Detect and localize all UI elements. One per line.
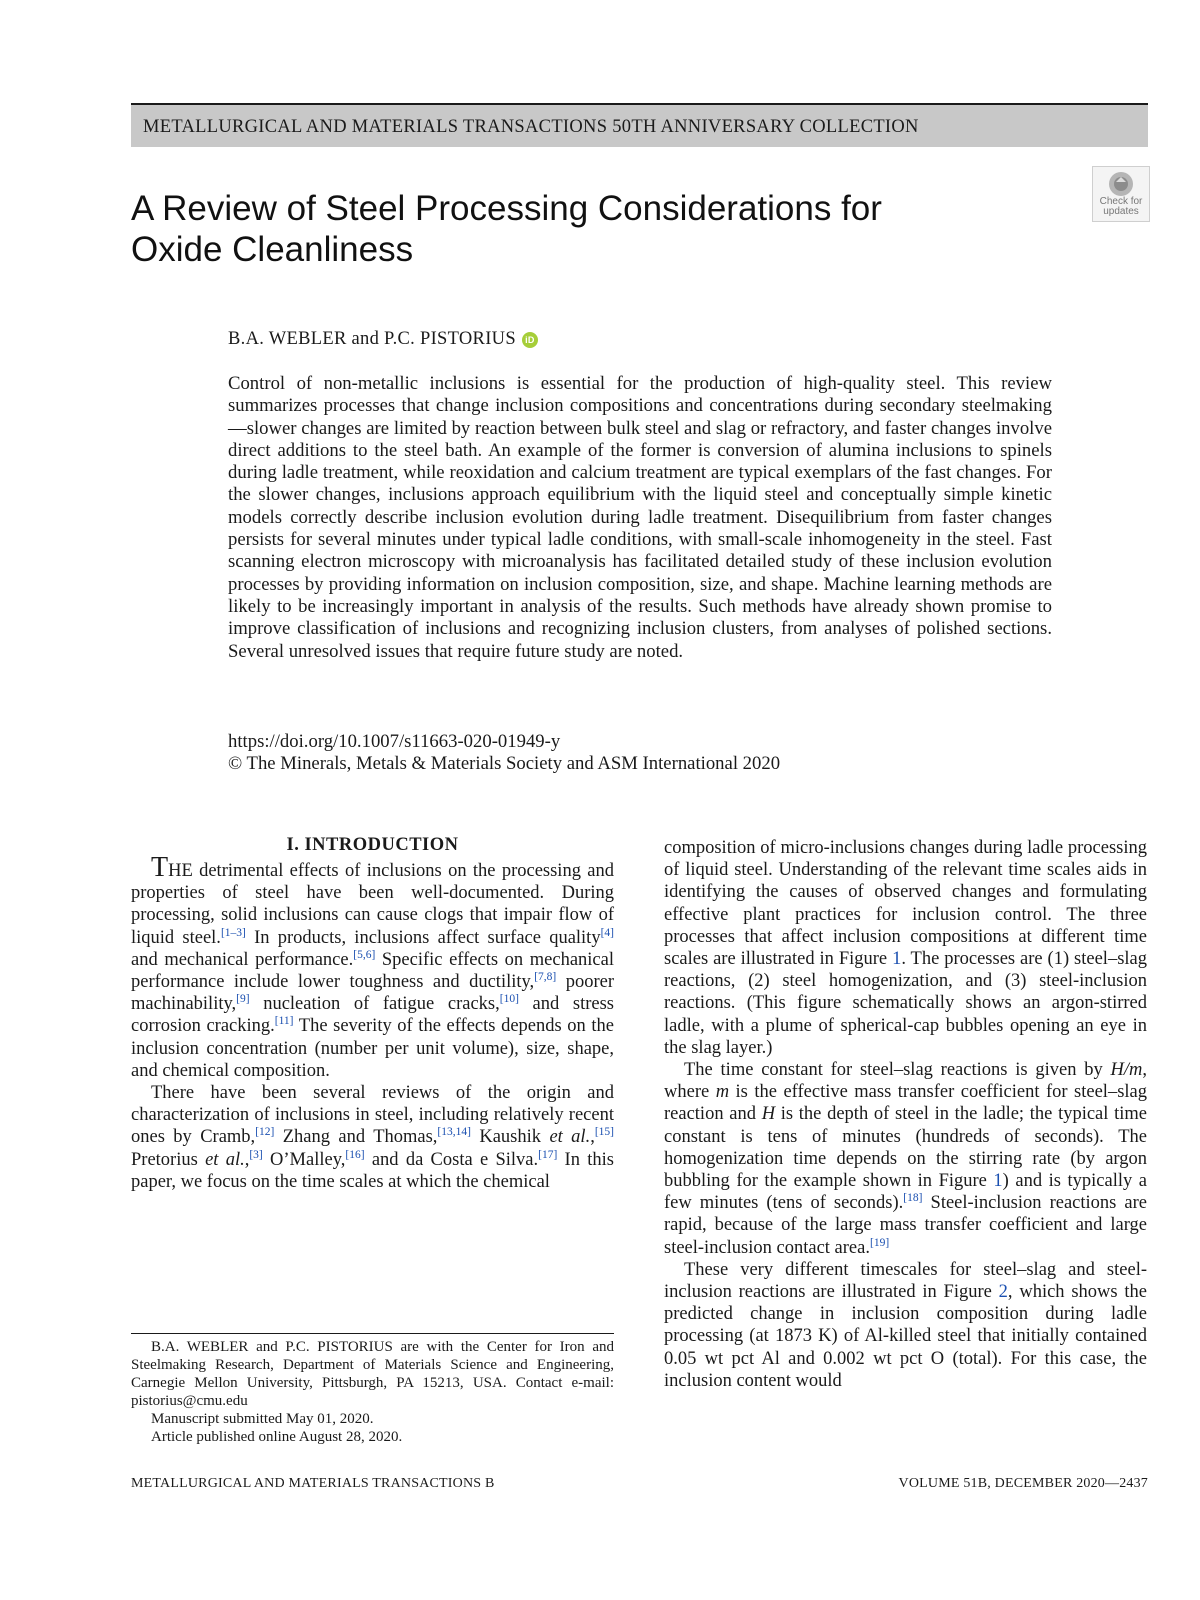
citation[interactable]: [16] — [345, 1148, 365, 1161]
text-run: and mechanical performance. — [131, 949, 354, 970]
citation[interactable]: [17] — [538, 1148, 558, 1161]
footer-journal-name: METALLURGICAL AND MATERIALS TRANSACTIONS B — [131, 1476, 495, 1491]
crossmark-icon — [1108, 171, 1134, 197]
text-run: et al. — [205, 1149, 245, 1170]
text-run: In this paper, we focus on the time scales at which the chemical — [131, 1149, 614, 1192]
author-footnote — [131, 1338, 614, 1446]
intro-paragraph-2 — [131, 1082, 614, 1193]
citation[interactable]: [12] — [255, 1126, 275, 1139]
text-run: O’Malley, — [262, 1149, 346, 1170]
text-run: Zhang and Thomas, — [274, 1127, 438, 1148]
citation[interactable]: [15] — [594, 1126, 614, 1139]
text-run: is the depth of steel in the ladle; the typical time constant is tens of minutes (hundreds of seconds). The homogenization time depends on the stirring rate (by argon bubbling for the example shown in Figure — [664, 1104, 1147, 1192]
text-run: Kaushik — [470, 1127, 550, 1148]
figure-link[interactable]: 1 — [892, 949, 902, 970]
citation[interactable]: [7,8] — [534, 970, 557, 983]
abstract: Control of non-metallic inclusions is essential for the production of high-quality steel. This review summarizes processes that change inclusion compositions and concentrations during secondary steelmaking—slower changes are limited by reaction between bulk steel and slag or refractory, and faster changes involve direct additions to the steel bath. An example of the former is conversion of alumina inclusions to spinels during ladle treatment, while reoxidation and calcium treatment are typical exemplars of the fast changes. For the slower changes, inclusions approach equilibrium with the liquid steel and conceptually simple kinetic models correctly describe inclusion evolution during ladle treatment. Disequilibrium from faster changes persists for several minutes under typical ladle conditions, with small-scale inhomogeneity in the steel. Fast scanning electron microscopy with microanalysis has facilitated detailed study of these inclusion evolution processes by providing information on inclusion composition, size, and shape. Machine learning methods are likely to be increasingly important in analysis of the results. Such methods have already shown promise to improve classification of inclusions and recognizing inclusion clusters, from analyses of polished sections. Several unresolved issues that require future study are noted. — [228, 373, 1052, 662]
citation[interactable]: [5,6] — [353, 948, 376, 961]
footer-volume-page: VOLUME 51B, DECEMBER 2020—2437 — [898, 1476, 1148, 1491]
text-run: nucleation of fatigue cracks, — [249, 994, 500, 1015]
figure-link[interactable]: 2 — [998, 1282, 1008, 1303]
text-run: and stress corrosion cracking. — [131, 994, 614, 1037]
drop-cap: T — [151, 852, 169, 883]
intro-paragraph-1 — [131, 852, 614, 1082]
citation[interactable]: [13,14] — [437, 1126, 471, 1139]
citation[interactable]: [19] — [869, 1236, 890, 1249]
journal-banner — [131, 103, 1148, 147]
citation[interactable]: [11] — [274, 1015, 294, 1028]
text-run: ) and is typically a few minutes (tens of seconds). — [664, 1171, 1147, 1214]
text-run: , — [590, 1127, 595, 1148]
text-run: In products, inclusions affect surface quality — [245, 927, 601, 948]
citation[interactable]: [9] — [236, 993, 250, 1006]
copyright-notice: © The Minerals, Metals & Materials Society and ASM International 2020 — [228, 753, 781, 774]
published-date: Article published online August 28, 2020. — [151, 1429, 403, 1445]
left-column — [131, 852, 614, 1193]
orcid-icon[interactable]: iD — [522, 332, 538, 348]
citation[interactable]: [18] — [903, 1192, 923, 1205]
text-run: poorer machinability, — [131, 972, 614, 1015]
figure-link[interactable]: 1 — [993, 1171, 1003, 1192]
section-heading-introduction: I. INTRODUCTION — [286, 835, 459, 855]
right-paragraph-3 — [664, 1259, 1147, 1392]
submitted-date: Manuscript submitted May 01, 2020. — [151, 1411, 374, 1427]
text-run: and da Costa e Silva. — [364, 1149, 539, 1170]
text-run: There have been several reviews of the origin and characterization of inclusions in steel, including relatively recent ones by Cramb, — [131, 1083, 614, 1148]
doi-link[interactable]: https://doi.org/10.1007/s11663-020-01949-y — [228, 731, 561, 752]
text-run: Pretorius — [131, 1149, 206, 1170]
citation[interactable]: [4] — [600, 926, 614, 939]
text-run: is the effective mass transfer coefficient for steel–slag reaction and — [664, 1082, 1147, 1125]
math-term: m — [715, 1082, 730, 1103]
citation[interactable]: [1–3] — [220, 926, 246, 939]
author-names: B.A. WEBLER and P.C. PISTORIUS — [228, 329, 516, 349]
affiliation-note: B.A. WEBLER and P.C. PISTORIUS are with the Center for Iron and Steelmaking Research, Department of Materials Science and Engineering, Carnegie Mellon University, Pittsburgh, PA 15213, USA. Contact e-mail: pistorius@cmu.edu — [131, 1339, 614, 1409]
right-column — [664, 837, 1147, 1392]
authors-line — [228, 329, 538, 350]
text-run: . The processes are (1) steel–slag reactions, (2) steel homogenization, and (3) steel-inclusion reactions. (This figure schematically shows an argon-stirred ladle, with a plume of spherical-cap bubbles opening an eye in the slag layer.) — [664, 949, 1147, 1058]
citation[interactable]: [10] — [499, 993, 519, 1006]
badge-label: Check for updates — [1099, 196, 1143, 217]
text-run: Steel-inclusion reactions are rapid, because of the large mass transfer coefficient and large steel-inclusion contact area. — [664, 1193, 1147, 1258]
banner-text: METALLURGICAL AND MATERIALS TRANSACTIONS 50TH ANNIVERSARY COLLECTION — [143, 117, 919, 137]
text-run: The time constant for steel–slag reactions is given by — [684, 1060, 1111, 1081]
right-paragraph-2 — [664, 1059, 1147, 1259]
citation[interactable]: [3] — [249, 1148, 263, 1161]
text-run: composition of micro-inclusions changes during ladle processing of liquid steel. Understanding of the relevant time scales aids in identifying the causes of observed changes and formulating effective plant practices for inclusion control. The three processes that affect inclusion compositions at different time scales are illustrated in Figure — [664, 838, 1147, 970]
text-run: Specific effects on mechanical performance include lower toughness and ductility, — [131, 949, 614, 993]
text-run: The severity of the effects depends on the inclusion concentration (number per unit volume), size, shape, and chemical composition. — [131, 1016, 614, 1081]
text-run: , — [244, 1149, 250, 1170]
check-for-updates-button[interactable] — [1092, 166, 1150, 222]
right-paragraph-1 — [664, 837, 1147, 1059]
text-run: , which shows the predicted change in inclusion composition during ladle processing (at 1873 K) of Al-killed steel that initially contained 0.05 wt pct Al and 0.002 wt pct O (total). For this case, the inclusion content would — [664, 1282, 1147, 1391]
math-term: H — [761, 1104, 776, 1125]
math-term: H/m — [1110, 1060, 1143, 1081]
footnote-divider — [131, 1333, 614, 1334]
text-run: These very different timescales for steel–slag and steel-inclusion reactions are illustrated in Figure — [664, 1259, 1147, 1303]
text-run: HE detrimental effects of inclusions on the processing and properties of steel have been well-documented. During processing, solid inclusions can cause clogs that impair flow of liquid steel. — [131, 861, 614, 948]
text-run: , where — [664, 1060, 1147, 1103]
text-run: et al. — [549, 1127, 591, 1148]
article-title: A Review of Steel Processing Considerations for Oxide Cleanliness — [131, 189, 882, 269]
